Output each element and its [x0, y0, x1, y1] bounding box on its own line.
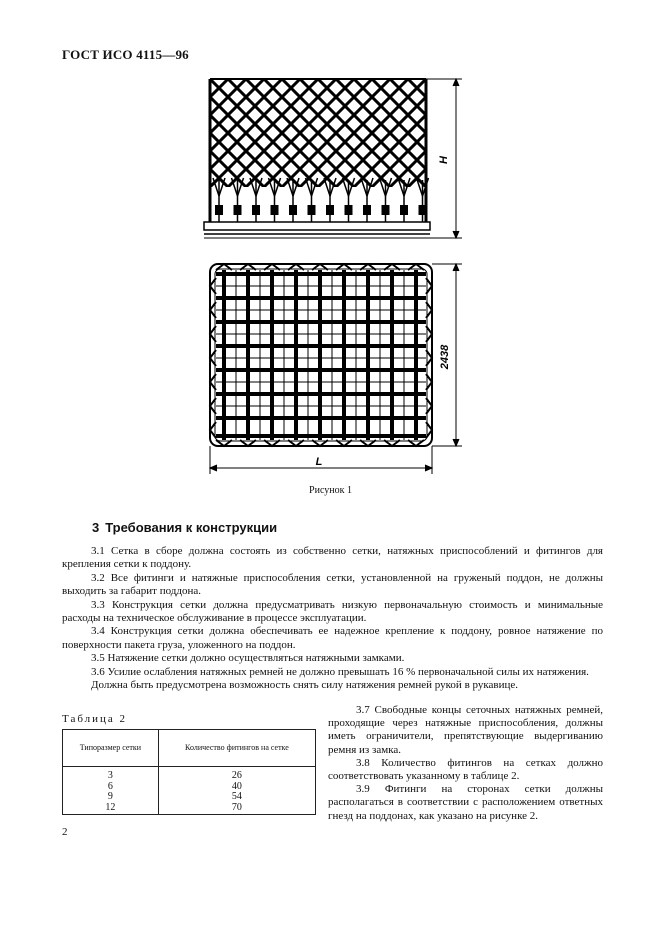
table-row — [63, 792, 316, 803]
net-strand — [426, 79, 534, 187]
net-strand — [624, 79, 661, 187]
table-row — [63, 767, 316, 782]
tension-buckle — [234, 205, 242, 215]
tension-buckle — [289, 205, 297, 215]
net-strand — [30, 79, 138, 187]
net-strand — [0, 79, 102, 187]
net-strand — [588, 79, 661, 187]
side-view — [0, 79, 661, 238]
table-cell: 40 — [158, 782, 315, 793]
table-cell: 9 — [63, 792, 159, 803]
document-header: ГОСТ ИСО 4115—96 — [62, 47, 189, 62]
paragraph-3-2: 3.2 Все фитинги и натяжные приспособления сетки, установленной на груженый поддон, не должны выходить за габарит поддона. — [62, 571, 603, 598]
net-strand — [12, 79, 120, 187]
net-strand — [570, 79, 661, 187]
net-strand — [516, 79, 624, 187]
label-2438: 2438 — [439, 344, 451, 370]
net-strand — [102, 79, 210, 187]
net-strand — [588, 79, 661, 187]
tension-buckle — [345, 205, 353, 215]
paragraph-3-1: 3.1 Сетка в сборе должна состоять из собственно сетки, натяжных приспособлений и фитингов для крепления сетки к поддону. — [62, 545, 603, 571]
table-cell: 12 — [63, 803, 159, 815]
tension-buckle — [271, 205, 279, 215]
paragraph-3-5: 3.5 Натяжение сетки должно осуществляться натяжными замками. — [91, 652, 405, 665]
label-H: H — [438, 156, 450, 164]
net-strand — [444, 79, 552, 187]
net-strand — [102, 79, 210, 187]
table-row — [63, 803, 316, 815]
table-cell: 3 — [63, 767, 159, 782]
paragraph-3-6: 3.6 Усилие ослабления натяжных ремней не должно превышать 16 % первоначальной силы их натяжения. — [91, 665, 589, 678]
figure-caption: Рисунок 1 — [309, 485, 352, 496]
table-header-fittings: Количество фитингов на сетке — [158, 730, 315, 767]
paragraph-3-8: 3.8 Количество фитингов на сетках должно соответствовать указанному в таблице 2. — [328, 756, 603, 783]
section-number: 3 — [92, 520, 100, 535]
label-L: L — [315, 456, 323, 468]
paragraph-3-3: 3.3 Конструкция сетки должна предусматривать низкую первоначальную стоимость и минимальные расходы на техническое обслуживание в процессе эксплуатации. — [62, 598, 603, 625]
net-strand — [84, 79, 192, 187]
paragraph-3-7: 3.7 Свободные концы сеточных натяжных ремней, проходящие через натяжные приспособления, должны иметь ограничители, препятствующие выдергиванию ремня из замка. — [328, 704, 603, 756]
tension-buckle — [215, 205, 223, 215]
tension-buckle — [326, 205, 334, 215]
tension-buckle — [400, 205, 408, 215]
tension-buckle — [308, 205, 316, 215]
section-heading — [92, 520, 277, 535]
table-row — [63, 782, 316, 793]
tension-buckle — [252, 205, 260, 215]
net-strand — [534, 79, 642, 187]
net-strand — [66, 79, 174, 187]
net-strand — [534, 79, 642, 187]
paragraph-3-9: 3.9 Фитинги на сторонах сетки должны располагаться в соответствии с расположением ответных гнезд на поддонах, как указано на рисунке 2. — [328, 783, 603, 822]
net-strand — [516, 79, 624, 187]
tension-buckle — [363, 205, 371, 215]
table-header-size: Типоразмер сетки — [63, 730, 159, 767]
net-strand — [498, 79, 606, 187]
tension-buckle — [382, 205, 390, 215]
net-strand — [606, 79, 661, 187]
net-strand — [0, 79, 102, 187]
page-number: 2 — [62, 826, 68, 838]
table-cell: 6 — [63, 782, 159, 793]
net-strand — [606, 79, 661, 187]
net-strand — [48, 79, 156, 187]
top-view — [210, 264, 432, 446]
body-text — [62, 545, 603, 692]
section-title-text: Требования к конструкции — [105, 520, 278, 535]
net-strand — [66, 79, 174, 187]
net-strand — [444, 79, 552, 187]
net-strand — [552, 79, 660, 187]
table-2 — [62, 729, 316, 815]
net-strand — [48, 79, 156, 187]
table-cell: 70 — [158, 803, 315, 815]
right-column-text — [328, 704, 603, 823]
net-strand — [426, 79, 534, 187]
net-strand — [552, 79, 660, 187]
paragraph-glove-note: Должна быть предусмотрена возможность снять силу натяжения ремней рукой в рукавице. — [91, 679, 519, 692]
net-strand — [624, 79, 661, 187]
table-cell: 26 — [158, 767, 315, 782]
net-strand — [570, 79, 661, 187]
net-strand — [462, 79, 570, 187]
net-strand — [30, 79, 138, 187]
net-strand — [462, 79, 570, 187]
net-strand — [480, 79, 588, 187]
net-strand — [84, 79, 192, 187]
table-cell: 54 — [158, 792, 315, 803]
net-strand — [498, 79, 606, 187]
net-strand — [480, 79, 588, 187]
net-strand — [12, 79, 120, 187]
table-caption: Таблица 2 — [62, 713, 128, 725]
tension-buckle — [419, 205, 427, 215]
paragraph-3-4: 3.4 Конструкция сетки должна обеспечивать ее надежное крепление к поддону, ровное натяжение по поверхности пакета груза, уложенного на поддон. — [62, 625, 603, 651]
